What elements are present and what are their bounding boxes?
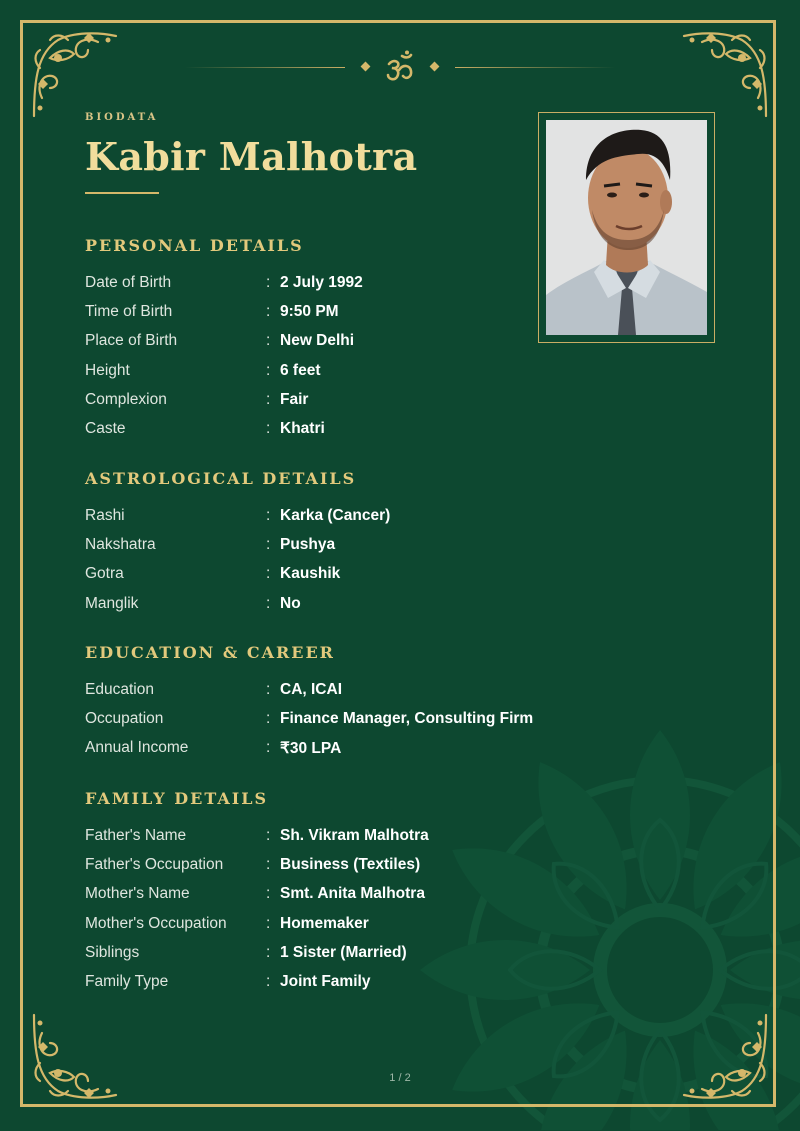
page-number: 1 / 2 <box>389 1072 411 1084</box>
biodata-label: BIODATA <box>85 112 159 123</box>
detail-separator: : <box>266 594 271 612</box>
detail-value: Kaushik <box>280 565 341 583</box>
detail-separator: : <box>266 390 271 408</box>
detail-label: Caste <box>85 420 126 437</box>
detail-row <box>85 391 555 413</box>
detail-row <box>85 856 555 878</box>
detail-separator: : <box>266 827 271 844</box>
detail-label: Father's Name <box>85 827 187 844</box>
section-career-title: EDUCATION & CAREER <box>85 643 335 662</box>
name-underline <box>85 192 159 194</box>
section-astro-title: ASTROLOGICAL DETAILS <box>85 469 357 488</box>
detail-label: Complexion <box>85 390 167 408</box>
detail-label: Education <box>85 681 154 698</box>
detail-separator: : <box>266 710 271 728</box>
detail-value: Sh. Vikram Malhotra <box>280 827 429 844</box>
detail-separator: : <box>266 536 271 554</box>
detail-row <box>85 973 555 995</box>
detail-row <box>85 739 555 761</box>
detail-separator: : <box>266 914 271 932</box>
detail-value: Joint Family <box>280 973 371 990</box>
top-ornament <box>185 50 615 86</box>
om-symbol-icon <box>385 50 415 84</box>
detail-row <box>85 944 555 966</box>
detail-value: Homemaker <box>280 914 369 932</box>
floral-corner-icon <box>28 28 120 120</box>
detail-separator: : <box>266 565 271 583</box>
diamond-icon <box>430 62 440 72</box>
detail-label: Time of Birth <box>85 303 173 321</box>
detail-label: Siblings <box>85 943 140 961</box>
detail-separator: : <box>266 681 271 698</box>
detail-row <box>85 507 555 529</box>
detail-value: Finance Manager, Consulting Firm <box>280 710 534 728</box>
detail-row <box>85 274 555 296</box>
detail-label: Manglik <box>85 594 139 612</box>
candidate-name: Kabir Malhotra <box>85 134 418 179</box>
detail-value: New Delhi <box>280 332 355 350</box>
detail-value: 6 feet <box>280 361 321 379</box>
detail-label: Family Type <box>85 973 169 990</box>
detail-label: Nakshatra <box>85 536 156 554</box>
detail-label: Mother's Occupation <box>85 914 227 932</box>
detail-separator: : <box>266 303 271 321</box>
detail-label: Occupation <box>85 710 164 728</box>
ornament-line-left <box>185 67 345 68</box>
detail-row <box>85 420 555 442</box>
detail-value: 9:50 PM <box>280 303 339 321</box>
detail-label: Annual Income <box>85 739 189 757</box>
detail-value: Pushya <box>280 536 336 554</box>
detail-value: Business (Textiles) <box>280 856 421 874</box>
profile-photo <box>546 120 707 335</box>
detail-row <box>85 885 555 907</box>
detail-separator: : <box>266 973 271 990</box>
detail-row <box>85 915 555 937</box>
detail-row <box>85 332 555 354</box>
detail-separator: : <box>266 332 271 350</box>
detail-separator: : <box>266 739 271 757</box>
detail-separator: : <box>266 420 271 437</box>
detail-value: Fair <box>280 390 309 408</box>
detail-row <box>85 362 555 384</box>
detail-value: 1 Sister (Married) <box>280 943 407 961</box>
detail-label: Place of Birth <box>85 332 178 350</box>
section-personal-title: PERSONAL DETAILS <box>85 236 304 255</box>
detail-row <box>85 303 555 325</box>
detail-label: Date of Birth <box>85 274 172 291</box>
detail-value: Khatri <box>280 420 325 437</box>
detail-value: CA, ICAI <box>280 681 342 698</box>
detail-label: Father's Occupation <box>85 856 224 874</box>
detail-row <box>85 536 555 558</box>
floral-corner-icon <box>680 1011 772 1103</box>
detail-value: No <box>280 594 301 612</box>
detail-value: Karka (Cancer) <box>280 507 391 524</box>
detail-row <box>85 565 555 587</box>
detail-value: ₹30 LPA <box>280 740 342 758</box>
detail-separator: : <box>266 507 271 524</box>
detail-label: Mother's Name <box>85 885 190 903</box>
detail-separator: : <box>266 943 271 961</box>
detail-row <box>85 681 555 703</box>
detail-separator: : <box>266 856 271 874</box>
detail-label: Height <box>85 361 130 379</box>
detail-row <box>85 710 555 732</box>
detail-label: Gotra <box>85 565 124 583</box>
detail-row <box>85 827 555 849</box>
floral-corner-icon <box>680 28 772 120</box>
photo-frame <box>538 112 715 343</box>
detail-label: Rashi <box>85 507 125 524</box>
detail-value: 2 July 1992 <box>280 274 363 291</box>
detail-separator: : <box>266 274 271 291</box>
floral-corner-icon <box>28 1011 120 1103</box>
ornament-line-right <box>455 67 615 68</box>
detail-separator: : <box>266 361 271 379</box>
diamond-icon <box>361 62 371 72</box>
detail-value: Smt. Anita Malhotra <box>280 885 425 903</box>
section-family-title: FAMILY DETAILS <box>85 789 269 808</box>
detail-row <box>85 595 555 617</box>
detail-separator: : <box>266 885 271 903</box>
